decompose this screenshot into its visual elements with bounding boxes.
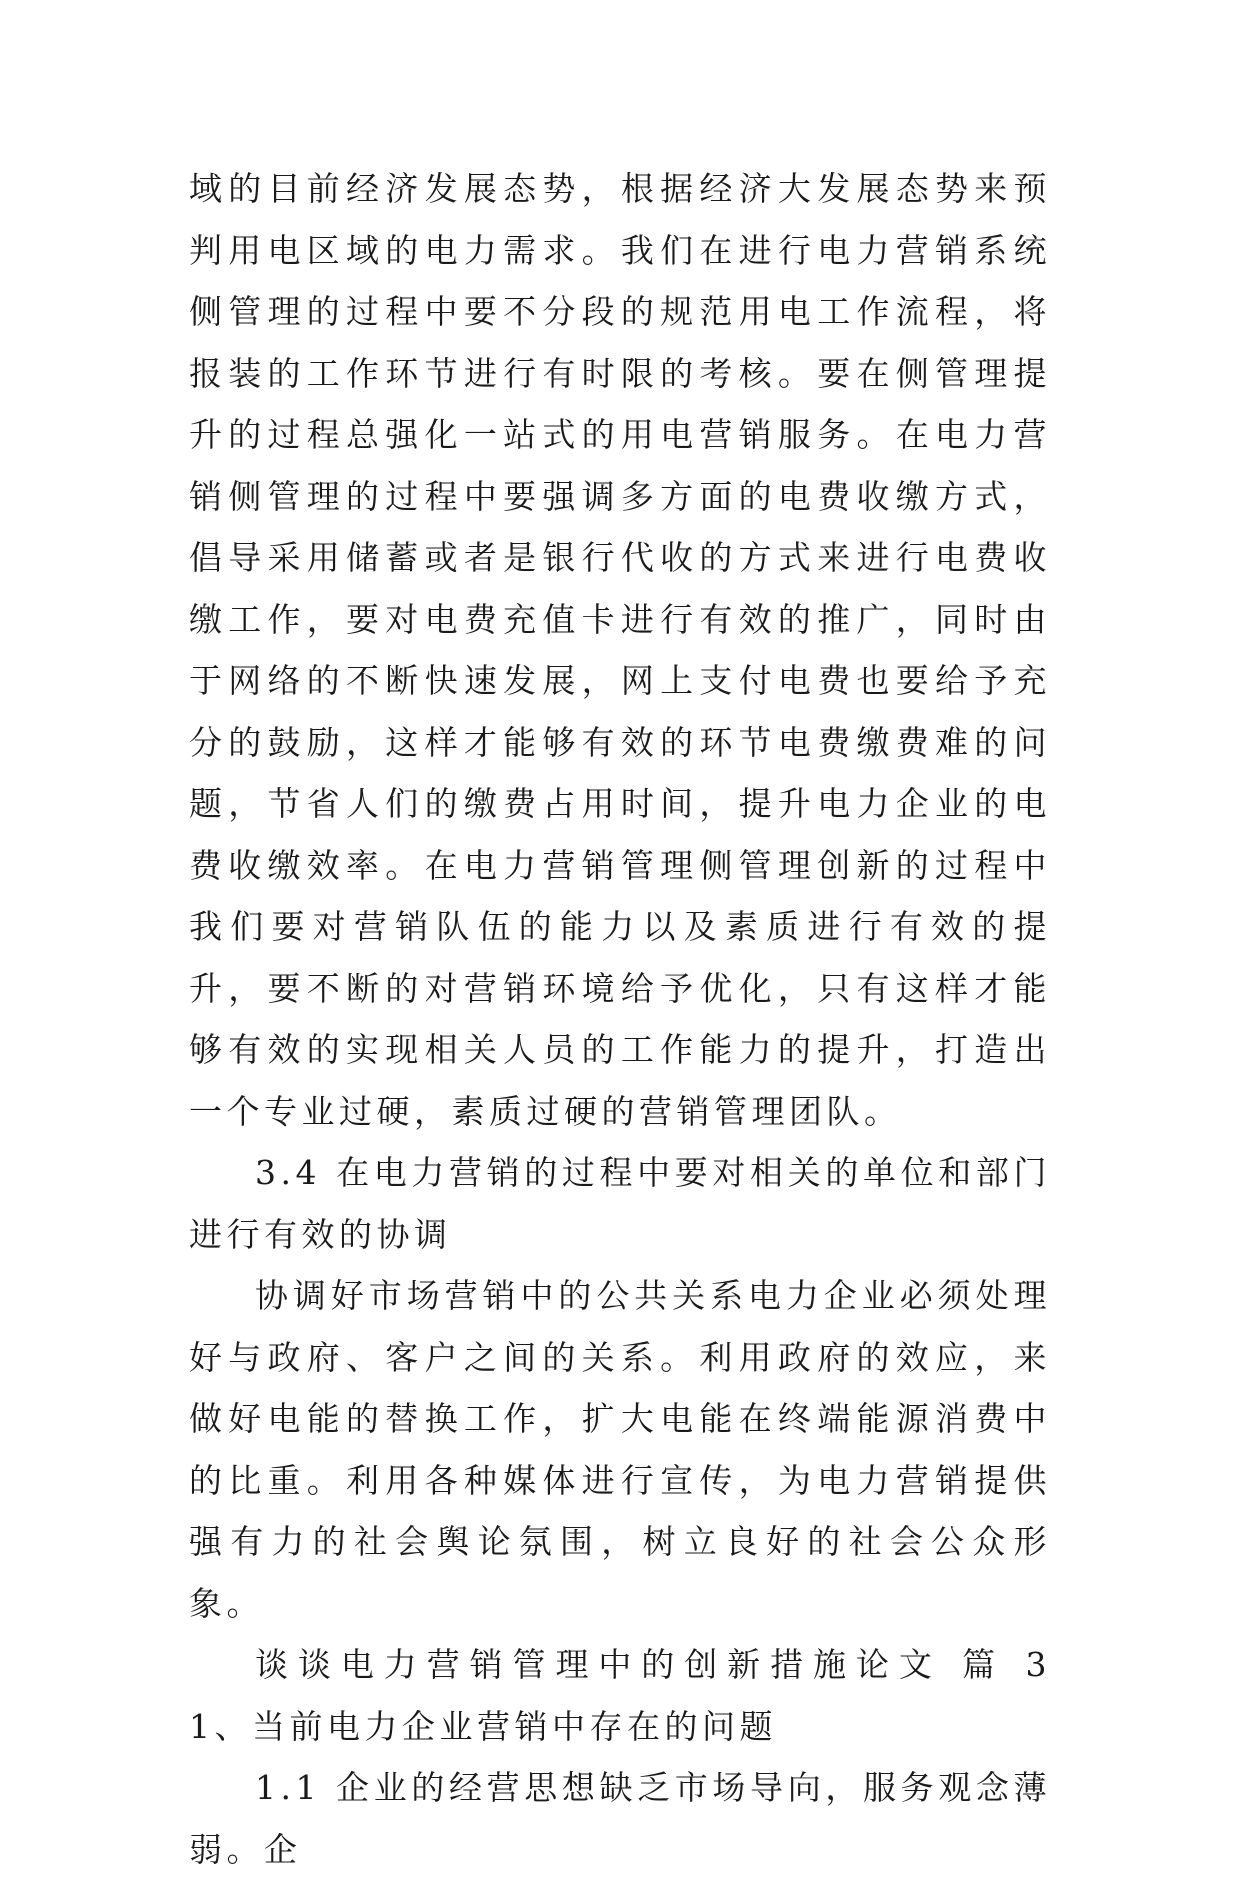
paragraph-2: 协调好市场营销中的公共关系电力企业必须处理好与政府、客户之间的关系。利用政府的效应，来做好电能的替换工作，扩大电能在终端能源消费中的比重。利用各种媒体进行宣传，为电力营销提供强有力的社会舆论氛围，树立良好的社会公众形象。 (189, 1276, 1051, 1623)
section-heading-3-4: 3.4 在电力营销的过程中要对相关的单位和部门进行有效的协调 (189, 1153, 1051, 1254)
article-heading-part-3: 谈谈电力营销管理中的创新措施论文 篇 3 1、当前电力企业营销中存在的问题 (189, 1645, 1126, 1746)
body-text (189, 158, 1126, 1880)
section-heading-1-1: 1.1 企业的经营思想缺乏市场导向，服务观念薄弱。企 (189, 1768, 1051, 1869)
paragraph-1: 域的目前经济发展态势，根据经济大发展态势来预判用电区域的电力需求。我们在进行电力营销系统侧管理的过程中要不分段的规范用电工作流程，将报装的工作环节进行有时限的考核。要在侧管理提升的过程总强化一站式的用电营销服务。在电力营销侧管理的过程中要强调多方面的电费收缴方式，倡导采用储蓄或者是银行代收的方式来进行电费收缴工作，要对电费充值卡进行有效的推广，同时由于网络的不断快速发展，网上支付电费也要给予充分的鼓励，这样才能够有效的环节电费缴费难的问题，节省人们的缴费占用时间，提升电力企业的电费收缴效率。在电力营销管理侧管理创新的过程中我们要对营销队伍的能力以及素质进行有效的提升，要不断的对营销环境给予优化，只有这样才能够有效的实现相关人员的工作能力的提升，打造出一个专业过硬，素质过硬的营销管理团队。 (189, 169, 1051, 1131)
